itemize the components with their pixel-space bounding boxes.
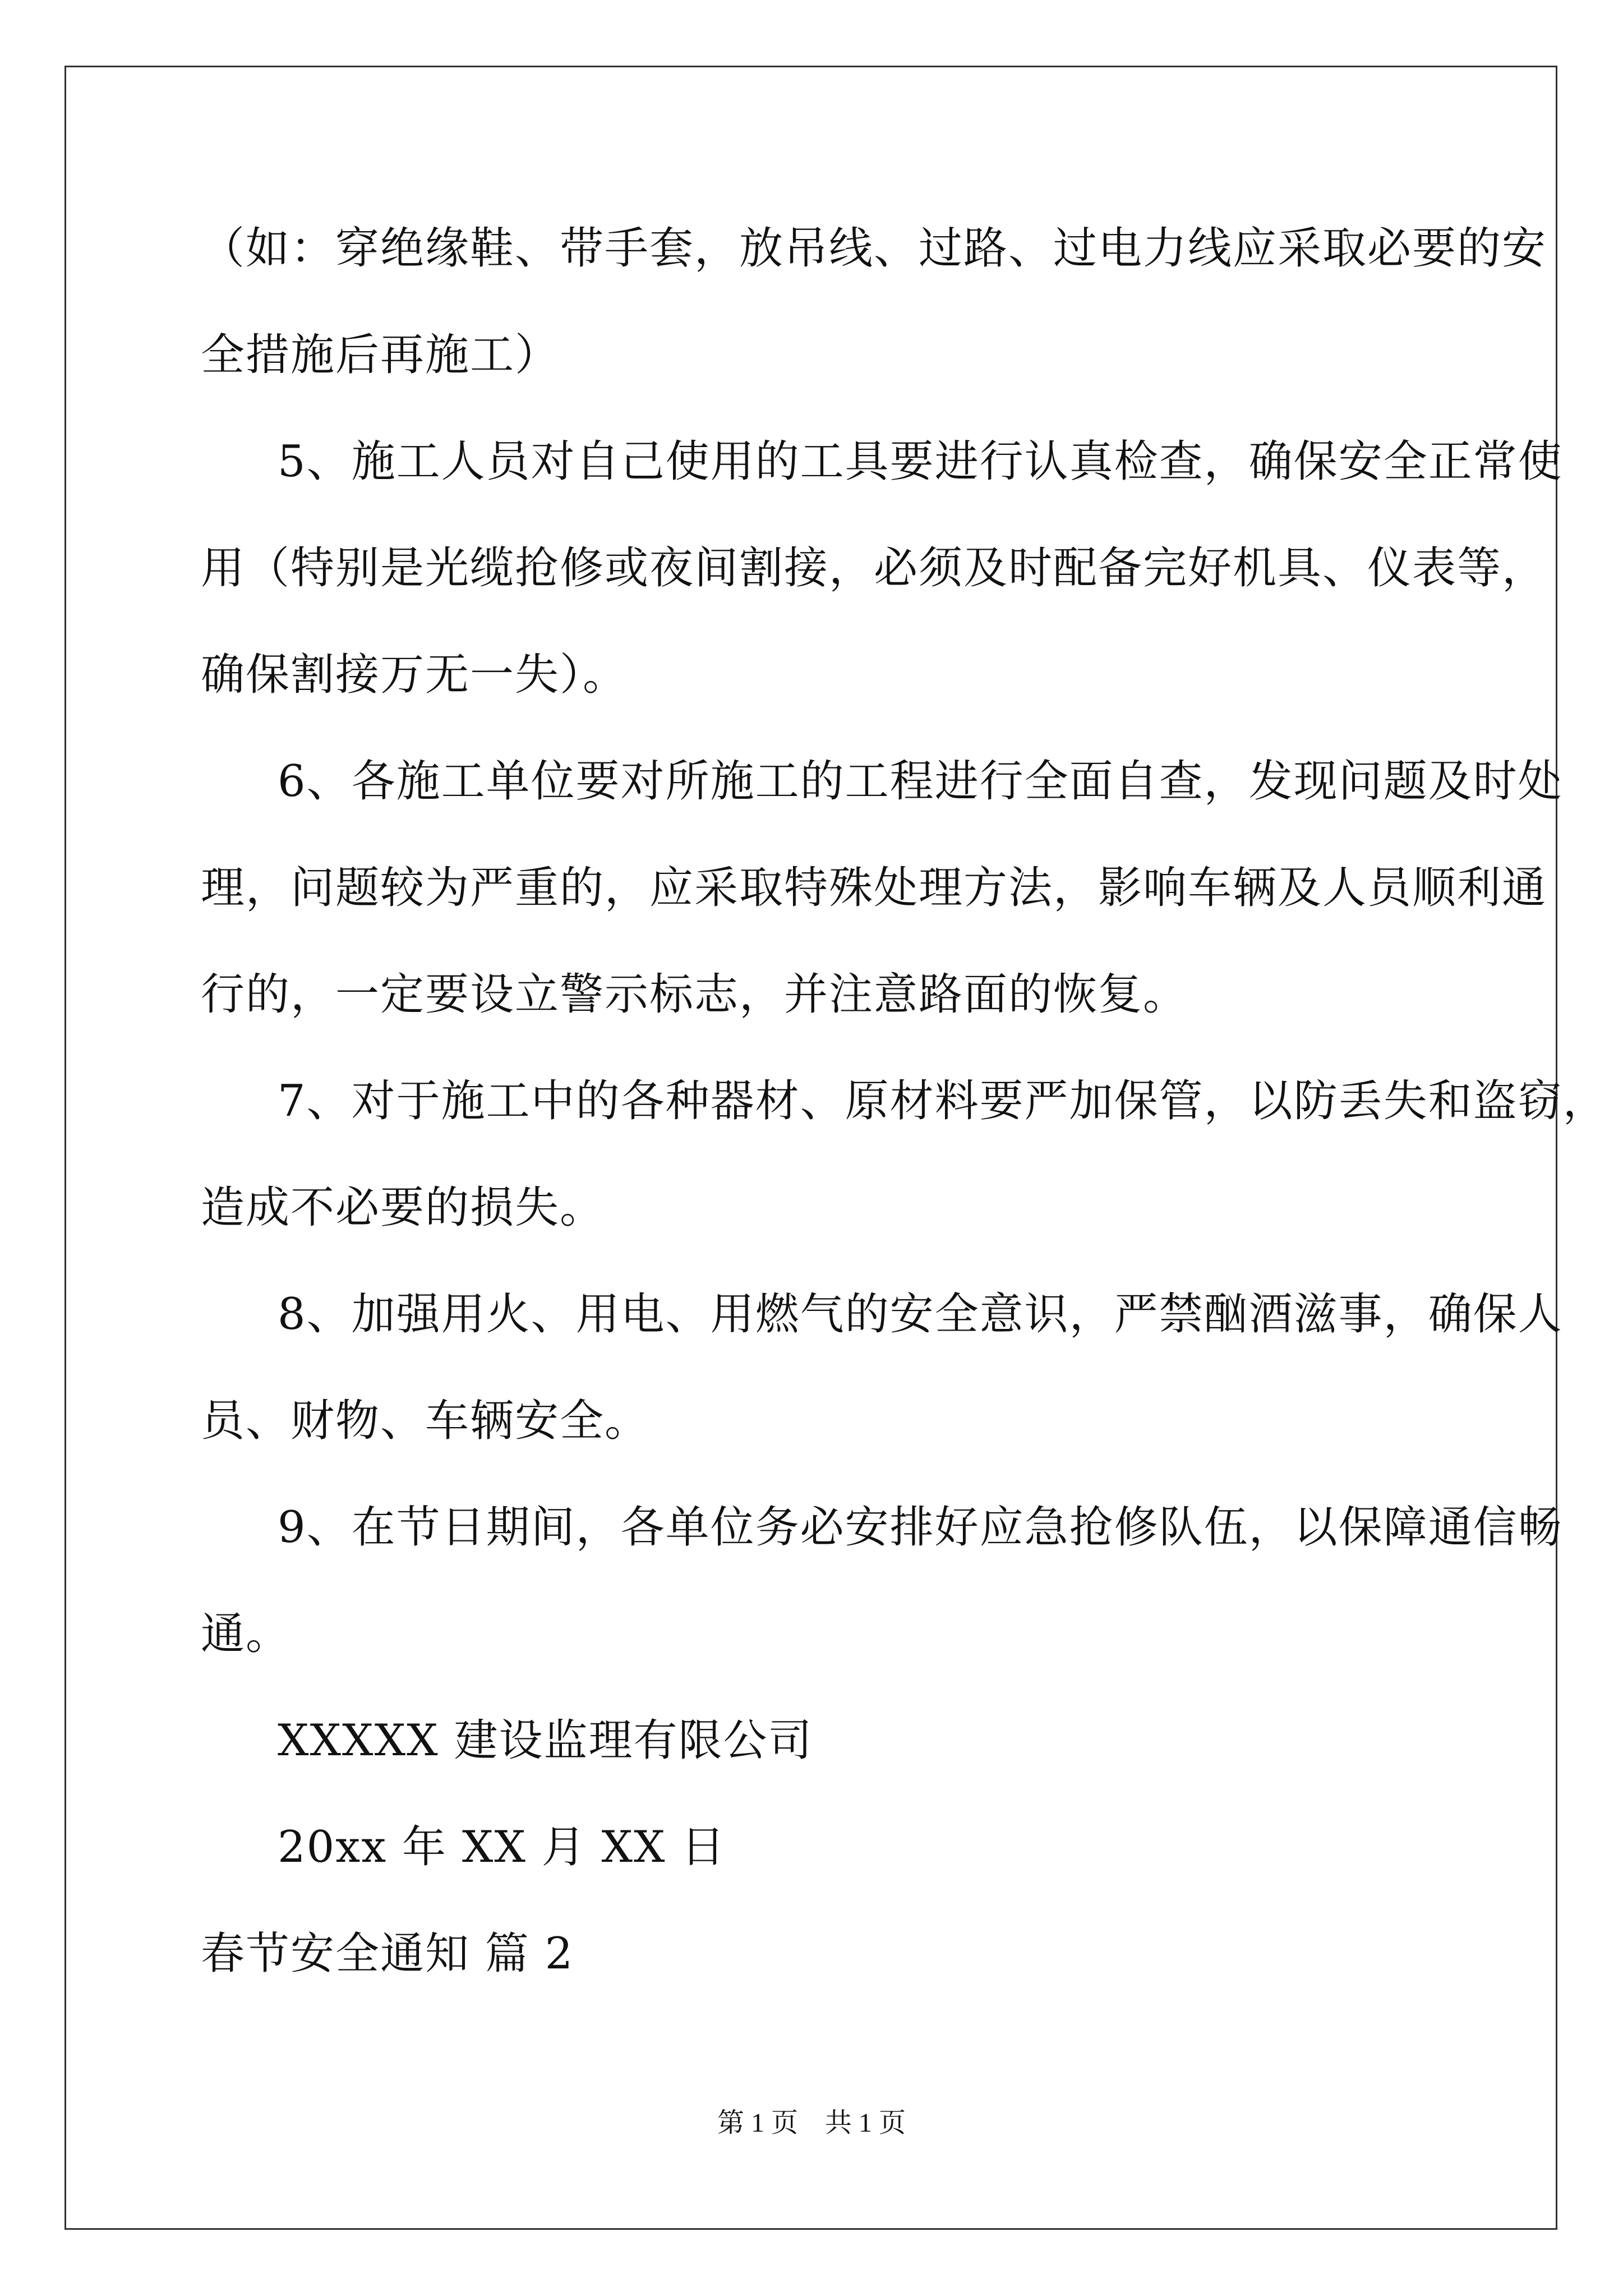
paragraph-4-line-2: 全措施后再施工） [201, 330, 560, 380]
item-5-line-2: 用（特别是光缆抢修或夜间割接，必须及时配备完好机具、仪表等， [201, 543, 1547, 593]
page-border [64, 66, 1608, 2230]
item-6-line-3: 行的，一定要设立警示标志，并注意路面的恢复。 [201, 969, 1188, 1020]
item-5-line-1: 5、施工人员对自己使用的工具要进行认真检查，确保安全正常使 [278, 436, 1563, 487]
paragraph-4-line-1: （如：穿绝缘鞋、带手套，放吊线、过路、过电力线应采取必要的安 [201, 223, 1547, 274]
section-heading: 春节安全通知 篇 2 [201, 1929, 574, 1979]
item-7-line-1: 7、对于施工中的各种器材、原材料要严加保管，以防丢失和盗窃， [278, 1076, 1608, 1126]
item-6-line-1: 6、各施工单位要对所施工的工程进行全面自查，发现问题及时处 [278, 756, 1563, 807]
item-8-line-2: 员、财物、车辆安全。 [201, 1396, 650, 1446]
signature-date: 20xx 年 XX 月 XX 日 [278, 1822, 726, 1872]
company-signature: XXXXX 建设监理有限公司 [278, 1715, 813, 1766]
item-9-line-2: 通。 [201, 1609, 291, 1659]
item-5-line-3: 确保割接万无一失）。 [201, 650, 628, 700]
item-7-line-2: 造成不必要的损失。 [201, 1182, 605, 1233]
item-8-line-1: 8、加强用火、用电、用燃气的安全意识，严禁酗酒滋事，确保人 [278, 1289, 1563, 1340]
item-9-line-1: 9、在节日期间，各单位务必安排好应急抢修队伍，以保障通信畅 [278, 1502, 1563, 1553]
page-number-footer: 第 1 页 共 1 页 [717, 2108, 906, 2138]
item-6-line-2: 理，问题较为严重的，应采取特殊处理方法，影响车辆及人员顺利通 [201, 863, 1547, 913]
